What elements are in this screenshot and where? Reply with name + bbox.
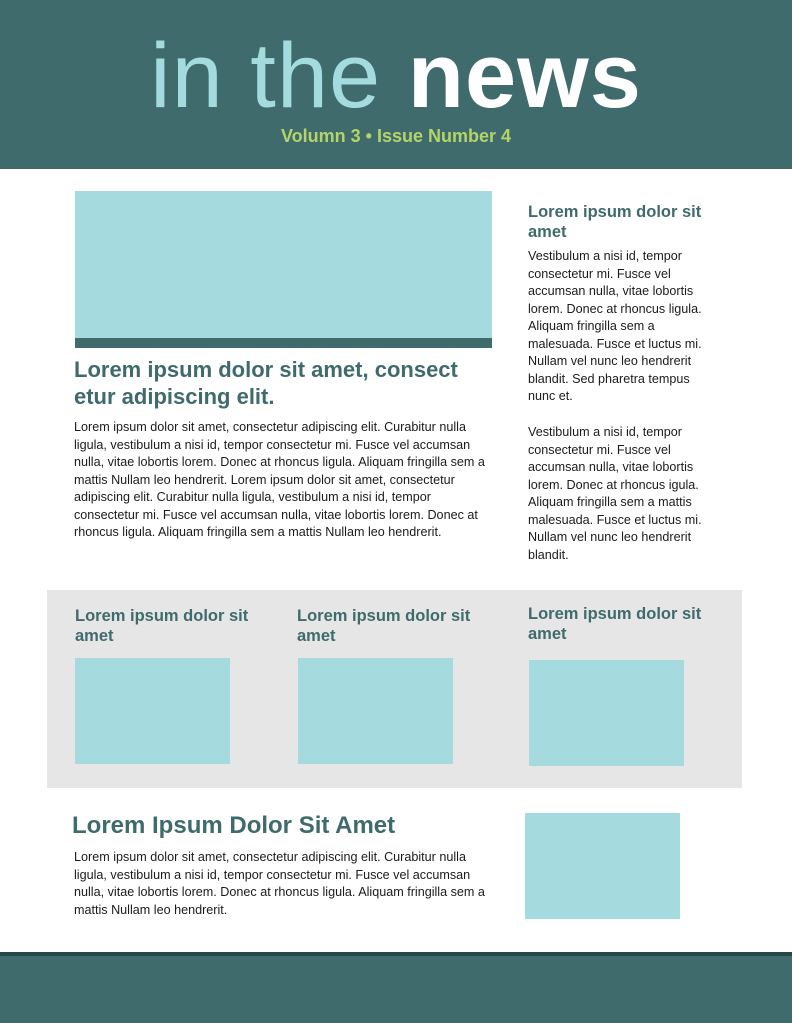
bottom-article-body: Lorem ipsum dolor sit amet, consectetur adipiscing elit. Curabitur nulla ligula, vestibulum a nisi id, tempor consectetur mi. Fusce vel accumsan nulla, vitae lobortis lorem. Donec at rhoncus ligula. Aliquam fringilla sem a mattis Nullam leo hendrerit. [74, 850, 485, 917]
card-3-image-placeholder [529, 660, 684, 766]
card-1-headline: Lorem ipsum dolor sit amet [75, 607, 249, 645]
bottom-article-headline: Lorem Ipsum Dolor Sit Amet [72, 812, 396, 839]
title-light-text: in the [150, 25, 382, 127]
sidebar-paragraph-1: Vestibulum a nisi id, tempor consectetur mi. Fusce vel accumsan nulla, vitae lobortis lorem. Donec at rhoncus ligula. Aliquam fringilla sem a malesuada. Fusce et luctus mi. Nullam vel nunc leo hendrerit blandit. Sed pharetra tempus nunc et. [528, 249, 702, 403]
card-2-headline: Lorem ipsum dolor sit amet [297, 607, 471, 645]
main-article-body: Lorem ipsum dolor sit amet, consectetur adipiscing elit. Curabitur nulla ligula, vestibulum a nisi id, tempor consectetur mi. Fusce vel accumsan nulla, vitae lobortis lorem. Donec at rhoncus ligula. Aliquam fringilla sem a mattis Nullam leo hendrerit. Lorem ipsum dolor sit amet, consectetur adipiscing elit. Curabitur nulla ligula, vestibulum a nisi id, tempor consectetur mi. Fusce vel accumsan nulla, vitae lobortis lorem. Donec at rhoncus ligula. Aliquam fringilla sem a mattis Nullam leo hendrerit. [74, 420, 485, 539]
bottom-image-placeholder [525, 813, 680, 919]
card-1-image-placeholder [75, 658, 230, 764]
sidebar-paragraph-2: Vestibulum a nisi id, tempor consectetur mi. Fusce vel accumsan nulla, vitae lobortis lorem. Donec at rhoncus igula. Aliquam fringilla sem a mattis malesuada. Fusce et luctus mi. Nullam vel nunc leo hendrerit blandit. [528, 425, 702, 562]
card-2-image-placeholder [298, 658, 453, 764]
title-bold-text: news [407, 25, 642, 127]
newsletter-title [0, 25, 792, 127]
main-article-headline: Lorem ipsum dolor sit amet, consect etur adipiscing elit. [74, 357, 458, 409]
footer-band [0, 956, 792, 1023]
card-3-headline: Lorem ipsum dolor sit amet [528, 605, 702, 643]
sidebar-headline: Lorem ipsum dolor sit amet [528, 203, 702, 241]
issue-line: Volumn 3 • Issue Number 4 [280, 126, 512, 146]
hero-image-placeholder [75, 191, 492, 338]
masthead [0, 0, 792, 169]
hero-underline-bar [75, 338, 492, 348]
